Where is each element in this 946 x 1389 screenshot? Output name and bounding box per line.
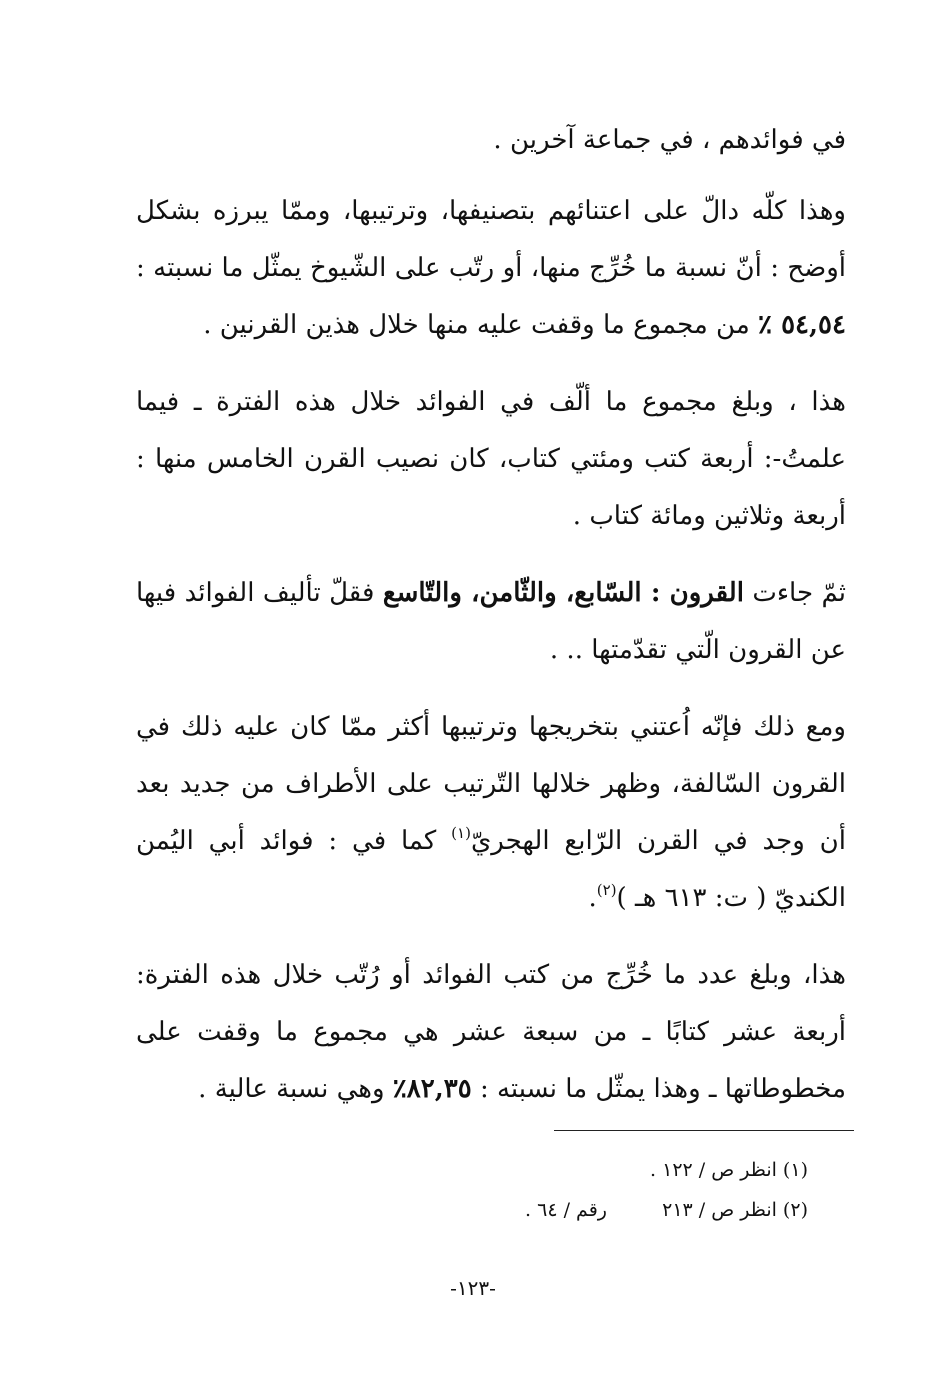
percentage-value: ٥٤,٥٤ ٪ — [758, 310, 846, 340]
percentage-value: ٨٢,٣٥٪ — [392, 1074, 472, 1104]
text-line: وجد في القرن الرّابع الهجريّ — [470, 826, 805, 856]
text-line: ومع ذلك فإنّه اُعتني بتخريجها وترتيبها أكثر ممّا كان عليه ذلك في — [136, 712, 846, 742]
main-text — [136, 112, 846, 1138]
paragraph-3 — [136, 374, 846, 545]
text-line: أربعة وثلاثين ومائة كتاب . — [572, 501, 846, 531]
paragraph-1 — [136, 112, 846, 169]
text-line: فيها عن القرون الّتي تقدّمتها .. . — [136, 578, 846, 665]
text-line: الفترة: أربعة عشر كتابًا ـ من سبعة عشر هي مجموع ما وقفت على — [136, 960, 846, 1047]
footnote-extra: رقم / ٦٤ . — [525, 1199, 607, 1221]
footnotes — [288, 1150, 808, 1230]
text-line: ثمّ جاءت — [752, 578, 846, 608]
text-line: في فوائدهم ، في جماعة آخرين . — [493, 125, 846, 155]
text-line: كما في : فوائد أبي اليُمن الكنديّ ( ت: — [136, 826, 846, 913]
footnote-1 — [288, 1150, 808, 1190]
paragraph-6 — [136, 947, 846, 1118]
text-line: أوضح : أنّ نسبة ما خُرِّج منها، أو رتّب على الشّيوخ يمثّل ما نسبته : — [136, 253, 846, 283]
text-line: مخطوطاتها ـ وهذا يمثّل ما نسبته : — [479, 1074, 846, 1104]
text-line: ٦١٣ هـ ) — [616, 883, 707, 913]
text-line: فقلّ تأليف الفوائد — [184, 578, 375, 608]
text-line: هذا ، وبلغ مجموع ما ألّف في الفوائد خلال هذه الفترة ـ فيما — [136, 387, 846, 417]
paragraph-4 — [136, 565, 846, 679]
footnote-text: (٢) انظر ص / ٢١٣ — [662, 1199, 808, 1221]
text-line: وهذا كلّه دالّ على اعتنائهم بتصنيفها، وترتيبها، وممّا يبرزه بشكل — [136, 196, 846, 226]
footnote-divider — [554, 1130, 854, 1131]
bold-centuries: القرون : السّابع، والثّامن، والتّاسع — [382, 578, 744, 608]
footnote-2 — [288, 1190, 808, 1230]
paragraph-5 — [136, 699, 846, 927]
text-line: . — [588, 883, 597, 913]
footnote-ref-1: (١) — [451, 824, 471, 842]
text-line: من مجموع ما وقفت عليه منها خلال هذين القرنين . — [203, 310, 750, 340]
footnote-text: (١) انظر ص / ١٢٢ . — [650, 1159, 808, 1181]
page-number: -١٢٣- — [450, 1276, 496, 1300]
text-line: وهي نسبة عالية . — [198, 1074, 385, 1104]
text-line: هذا، وبلغ عدد ما خُرِّج من كتب الفوائد أو رُتّب خلال هذه — [220, 960, 847, 990]
footnote-ref-2: (٢) — [596, 881, 617, 899]
text-line: علمتُ-: أربعة كتب ومئتي كتاب، كان نصيب القرن الخامس منها : — [136, 444, 846, 474]
text-line: القرون السّالفة، وظهر خلالها التّرتيب على الأطراف من جديد بعد أن — [136, 769, 846, 856]
paragraph-2 — [136, 183, 846, 354]
